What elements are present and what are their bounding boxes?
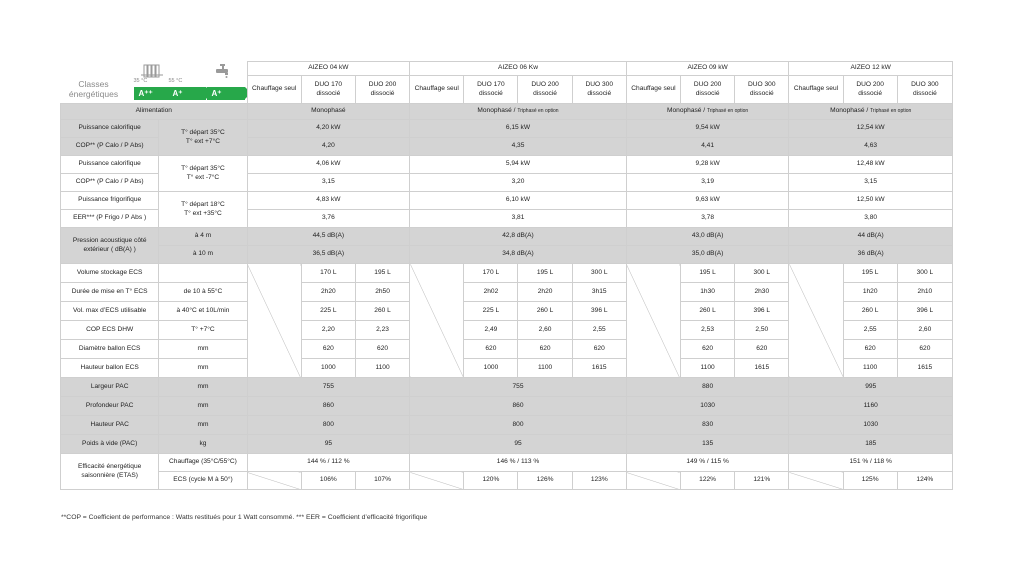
model-04-header: AIZEO 04 kW	[247, 62, 410, 76]
table-cell: 860	[410, 397, 627, 416]
table-cell: 36 dB(A)	[789, 246, 953, 264]
row-label: Hauteur ballon ECS	[61, 359, 159, 378]
row-label: Puissance calorifique	[61, 156, 159, 174]
table-cell: 1100	[355, 359, 409, 378]
table-cell: 1100	[843, 359, 897, 378]
table-cell: 2,60	[518, 321, 572, 340]
table-cell: 1100	[681, 359, 735, 378]
condition-line1: T° départ 18°C	[181, 201, 225, 209]
table-cell	[626, 104, 789, 120]
table-cell: 42,8 dB(A)	[410, 228, 627, 246]
table-cell: 151 % / 118 %	[789, 454, 953, 472]
table-cell: 995	[789, 378, 953, 397]
table-cell: 3,78	[626, 210, 789, 228]
row-label: Alimentation	[61, 104, 248, 120]
power-option: Triphasé en option	[517, 108, 559, 115]
table-cell: 755	[247, 378, 410, 397]
table-cell: 122%	[681, 472, 735, 490]
table-cell: 2h50	[355, 283, 409, 302]
table-cell: 36,5 dB(A)	[247, 246, 410, 264]
energy-badge-55: A⁺	[168, 87, 206, 100]
table-cell: 9,28 kW	[626, 156, 789, 174]
energy-class-title-line2: énergétiques	[68, 88, 119, 99]
condition-cell	[159, 120, 247, 156]
condition-cell: à 10 m	[159, 246, 247, 264]
table-row	[61, 397, 953, 416]
power-option: Triphasé en option	[870, 108, 912, 115]
table-cell: 195 L	[518, 264, 572, 283]
table-cell: 185	[789, 435, 953, 454]
power-main: Monophasé /	[477, 107, 518, 115]
table-cell: 3h15	[572, 283, 626, 302]
col-duo300-06: DUO 300 dissocié	[572, 76, 626, 104]
table-cell: 2h30	[735, 283, 789, 302]
condition-cell: Chauffage (35°C/55°C)	[159, 454, 247, 472]
table-cell: 195 L	[355, 264, 409, 283]
table-cell: 3,80	[789, 210, 953, 228]
table-cell: 4,20 kW	[247, 120, 410, 138]
temp-35-label: 35 °C	[133, 77, 148, 84]
condition-cell: T° +7°C	[159, 321, 247, 340]
table-row	[61, 120, 953, 138]
empty-diagonal-cell	[247, 264, 301, 378]
energy-badge-35: A⁺⁺	[134, 87, 172, 100]
table-cell: 620	[464, 340, 518, 359]
table-cell: 300 L	[572, 264, 626, 283]
power-option: Triphasé en option	[706, 108, 749, 115]
table-cell: 4,35	[410, 138, 627, 156]
table-cell: 396 L	[572, 302, 626, 321]
table-cell: 144 % / 112 %	[247, 454, 410, 472]
table-cell	[410, 104, 627, 120]
energy-class-legend	[61, 62, 248, 104]
table-row	[61, 156, 953, 174]
condition-cell: mm	[159, 416, 247, 435]
table-row	[61, 378, 953, 397]
model-06-header: AIZEO 06 Kw	[410, 62, 627, 76]
table-cell: 1000	[301, 359, 355, 378]
table-cell: 260 L	[681, 302, 735, 321]
row-label: COP ECS DHW	[61, 321, 159, 340]
condition-cell: à 4 m	[159, 228, 247, 246]
condition-line2: T° ext +35°C	[184, 209, 222, 217]
row-label: Diamètre ballon ECS	[61, 340, 159, 359]
table-cell: 125%	[843, 472, 897, 490]
empty-diagonal-cell	[410, 472, 464, 490]
row-label: Durée de mise en T° ECS	[61, 283, 159, 302]
table-cell: 146 % / 113 %	[410, 454, 627, 472]
table-cell: 3,15	[789, 174, 953, 192]
table-cell: 126%	[518, 472, 572, 490]
table-cell: 44 dB(A)	[789, 228, 953, 246]
col-duo170-04: DUO 170 dissocié	[301, 76, 355, 104]
table-cell: 35,0 dB(A)	[626, 246, 789, 264]
table-cell: 225 L	[464, 302, 518, 321]
table-cell: 620	[355, 340, 409, 359]
model-09-header: AIZEO 09 kW	[626, 62, 789, 76]
row-label: Puissance frigorifique	[61, 192, 159, 210]
table-cell: 3,20	[410, 174, 627, 192]
empty-diagonal-cell	[247, 472, 301, 490]
footnote: **COP = Coefficient de performance : Watts restitués pour 1 Watt consommé. *** EER = Coefficient d’efficacité frigorifique	[61, 514, 428, 521]
table-cell: 260 L	[518, 302, 572, 321]
table-cell: 1160	[789, 397, 953, 416]
table-row	[61, 246, 953, 264]
table-cell: 260 L	[355, 302, 409, 321]
table-cell: 620	[897, 340, 952, 359]
energy-class-title	[63, 79, 125, 99]
table-cell: 3,15	[247, 174, 410, 192]
condition-line2: T° ext +7°C	[185, 137, 220, 145]
table-cell: 800	[410, 416, 627, 435]
power-main: Monophasé /	[830, 107, 871, 115]
col-chauffage-09: Chauffage seul	[626, 76, 680, 104]
condition-cell: mm	[159, 359, 247, 378]
condition-cell: mm	[159, 340, 247, 359]
empty-diagonal-cell	[626, 472, 680, 490]
table-cell: 2,50	[735, 321, 789, 340]
table-cell: 300 L	[735, 264, 789, 283]
col-duo200-06: DUO 200 dissocié	[518, 76, 572, 104]
table-cell: 9,54 kW	[626, 120, 789, 138]
row-label: Efficacité énergétique saisonnière (ETAS)	[61, 454, 159, 490]
table-cell	[789, 104, 953, 120]
row-label: Poids à vide (PAC)	[61, 435, 159, 454]
table-cell: 830	[626, 416, 789, 435]
table-cell: 2h20	[518, 283, 572, 302]
col-duo170-06: DUO 170 dissocié	[464, 76, 518, 104]
table-cell: 121%	[735, 472, 789, 490]
table-cell: 107%	[355, 472, 409, 490]
empty-diagonal-cell	[410, 264, 464, 378]
table-row	[61, 192, 953, 210]
table-row	[61, 104, 953, 120]
empty-diagonal-cell	[626, 264, 680, 378]
table-cell: 12,50 kW	[789, 192, 953, 210]
table-cell: 396 L	[897, 302, 952, 321]
col-duo200-09: DUO 200 dissocié	[681, 76, 735, 104]
table-cell: 195 L	[843, 264, 897, 283]
table-cell: 2h20	[301, 283, 355, 302]
col-duo200-04: DUO 200 dissocié	[355, 76, 409, 104]
table-cell: 4,41	[626, 138, 789, 156]
table-cell: 1030	[626, 397, 789, 416]
table-cell: 6,10 kW	[410, 192, 627, 210]
table-cell: 4,83 kW	[247, 192, 410, 210]
table-cell: 620	[572, 340, 626, 359]
table-cell: 3,81	[410, 210, 627, 228]
table-cell: 3,76	[247, 210, 410, 228]
table-cell: 12,48 kW	[789, 156, 953, 174]
table-cell: 1615	[735, 359, 789, 378]
table-cell: 1h20	[843, 283, 897, 302]
col-duo300-09: DUO 300 dissocié	[735, 76, 789, 104]
table-row	[61, 416, 953, 435]
col-chauffage-12: Chauffage seul	[789, 76, 843, 104]
empty-diagonal-cell	[789, 472, 843, 490]
table-cell: 4,63	[789, 138, 953, 156]
table-cell: 2,53	[681, 321, 735, 340]
row-label: COP** (P Calo / P Abs)	[61, 138, 159, 156]
table-cell: 95	[247, 435, 410, 454]
table-cell: 2h02	[464, 283, 518, 302]
temp-55-label: 55 °C	[168, 77, 183, 84]
model-12-header: AIZEO 12 kW	[789, 62, 953, 76]
condition-cell	[159, 264, 247, 283]
col-chauffage-06: Chauffage seul	[410, 76, 464, 104]
table-cell: 124%	[897, 472, 952, 490]
radiator-icon	[141, 63, 165, 79]
table-cell: 2,49	[464, 321, 518, 340]
condition-line2: T° ext -7°C	[186, 173, 220, 181]
table-cell: 1615	[897, 359, 952, 378]
table-cell: 620	[681, 340, 735, 359]
table-cell: 2,20	[301, 321, 355, 340]
table-cell: 300 L	[897, 264, 952, 283]
row-label: EER*** (P Frigo / P Abs )	[61, 210, 159, 228]
condition-cell: à 40°C et 10L/min	[159, 302, 247, 321]
table-cell: 43,0 dB(A)	[626, 228, 789, 246]
table-cell: 620	[518, 340, 572, 359]
table-cell: 34,8 dB(A)	[410, 246, 627, 264]
row-label: Pression acoustique côté extérieur ( dB(A) )	[61, 228, 159, 264]
table-cell: 5,94 kW	[410, 156, 627, 174]
condition-cell: ECS (cycle M à 50°)	[159, 472, 247, 490]
table-cell: 396 L	[735, 302, 789, 321]
col-duo200-12: DUO 200 dissocié	[843, 76, 897, 104]
condition-cell: mm	[159, 378, 247, 397]
table-cell: 195 L	[681, 264, 735, 283]
table-cell: 2,60	[897, 321, 952, 340]
table-cell: 1030	[789, 416, 953, 435]
condition-cell: kg	[159, 435, 247, 454]
condition-cell: de 10 à 55°C	[159, 283, 247, 302]
table-cell: Monophasé	[247, 104, 410, 120]
table-cell: 44,5 dB(A)	[247, 228, 410, 246]
table-cell: 123%	[572, 472, 626, 490]
table-cell: 1000	[464, 359, 518, 378]
table-cell: 620	[735, 340, 789, 359]
table-cell: 880	[626, 378, 789, 397]
table-cell: 800	[247, 416, 410, 435]
table-row	[61, 264, 953, 283]
condition-cell: mm	[159, 397, 247, 416]
table-cell: 1100	[518, 359, 572, 378]
table-cell: 2h10	[897, 283, 952, 302]
row-label: Puissance calorifique	[61, 120, 159, 138]
table-cell: 95	[410, 435, 627, 454]
row-label: Profondeur PAC	[61, 397, 159, 416]
condition-line1: T° départ 35°C	[181, 129, 225, 137]
row-label: Vol. max d’ECS utilisable	[61, 302, 159, 321]
table-cell: 1h30	[681, 283, 735, 302]
empty-diagonal-cell	[789, 264, 843, 378]
table-cell: 4,20	[247, 138, 410, 156]
table-cell: 860	[247, 397, 410, 416]
row-label: Largeur PAC	[61, 378, 159, 397]
spec-table-wrapper	[60, 61, 953, 490]
condition-line1: T° départ 35°C	[181, 165, 225, 173]
row-label: Hauteur PAC	[61, 416, 159, 435]
table-row	[61, 435, 953, 454]
table-cell: 4,06 kW	[247, 156, 410, 174]
table-row	[61, 454, 953, 472]
spec-table	[60, 61, 953, 490]
table-cell: 755	[410, 378, 627, 397]
table-cell: 260 L	[843, 302, 897, 321]
table-cell: 225 L	[301, 302, 355, 321]
table-cell: 170 L	[301, 264, 355, 283]
col-duo300-12: DUO 300 dissocié	[897, 76, 952, 104]
row-label: COP** (P Calo / P Abs)	[61, 174, 159, 192]
table-row	[61, 228, 953, 246]
tap-icon	[215, 63, 231, 79]
table-cell: 1615	[572, 359, 626, 378]
table-cell: 106%	[301, 472, 355, 490]
energy-badge-ecs: A⁺	[207, 87, 245, 100]
power-main: Monophasé /	[667, 107, 707, 115]
table-row	[61, 472, 953, 490]
table-cell: 620	[843, 340, 897, 359]
col-chauffage-04: Chauffage seul	[247, 76, 301, 104]
table-cell: 6,15 kW	[410, 120, 627, 138]
table-cell: 9,63 kW	[626, 192, 789, 210]
condition-cell	[159, 156, 247, 192]
table-cell: 620	[301, 340, 355, 359]
condition-cell	[159, 192, 247, 228]
table-cell: 2,55	[843, 321, 897, 340]
table-cell: 135	[626, 435, 789, 454]
table-cell: 12,54 kW	[789, 120, 953, 138]
table-cell: 3,19	[626, 174, 789, 192]
energy-class-title-line1: Classes	[78, 78, 109, 89]
table-cell: 120%	[464, 472, 518, 490]
table-cell: 170 L	[464, 264, 518, 283]
table-cell: 149 % / 115 %	[626, 454, 789, 472]
row-label: Volume stockage ECS	[61, 264, 159, 283]
table-cell: 2,55	[572, 321, 626, 340]
table-cell: 2,23	[355, 321, 409, 340]
